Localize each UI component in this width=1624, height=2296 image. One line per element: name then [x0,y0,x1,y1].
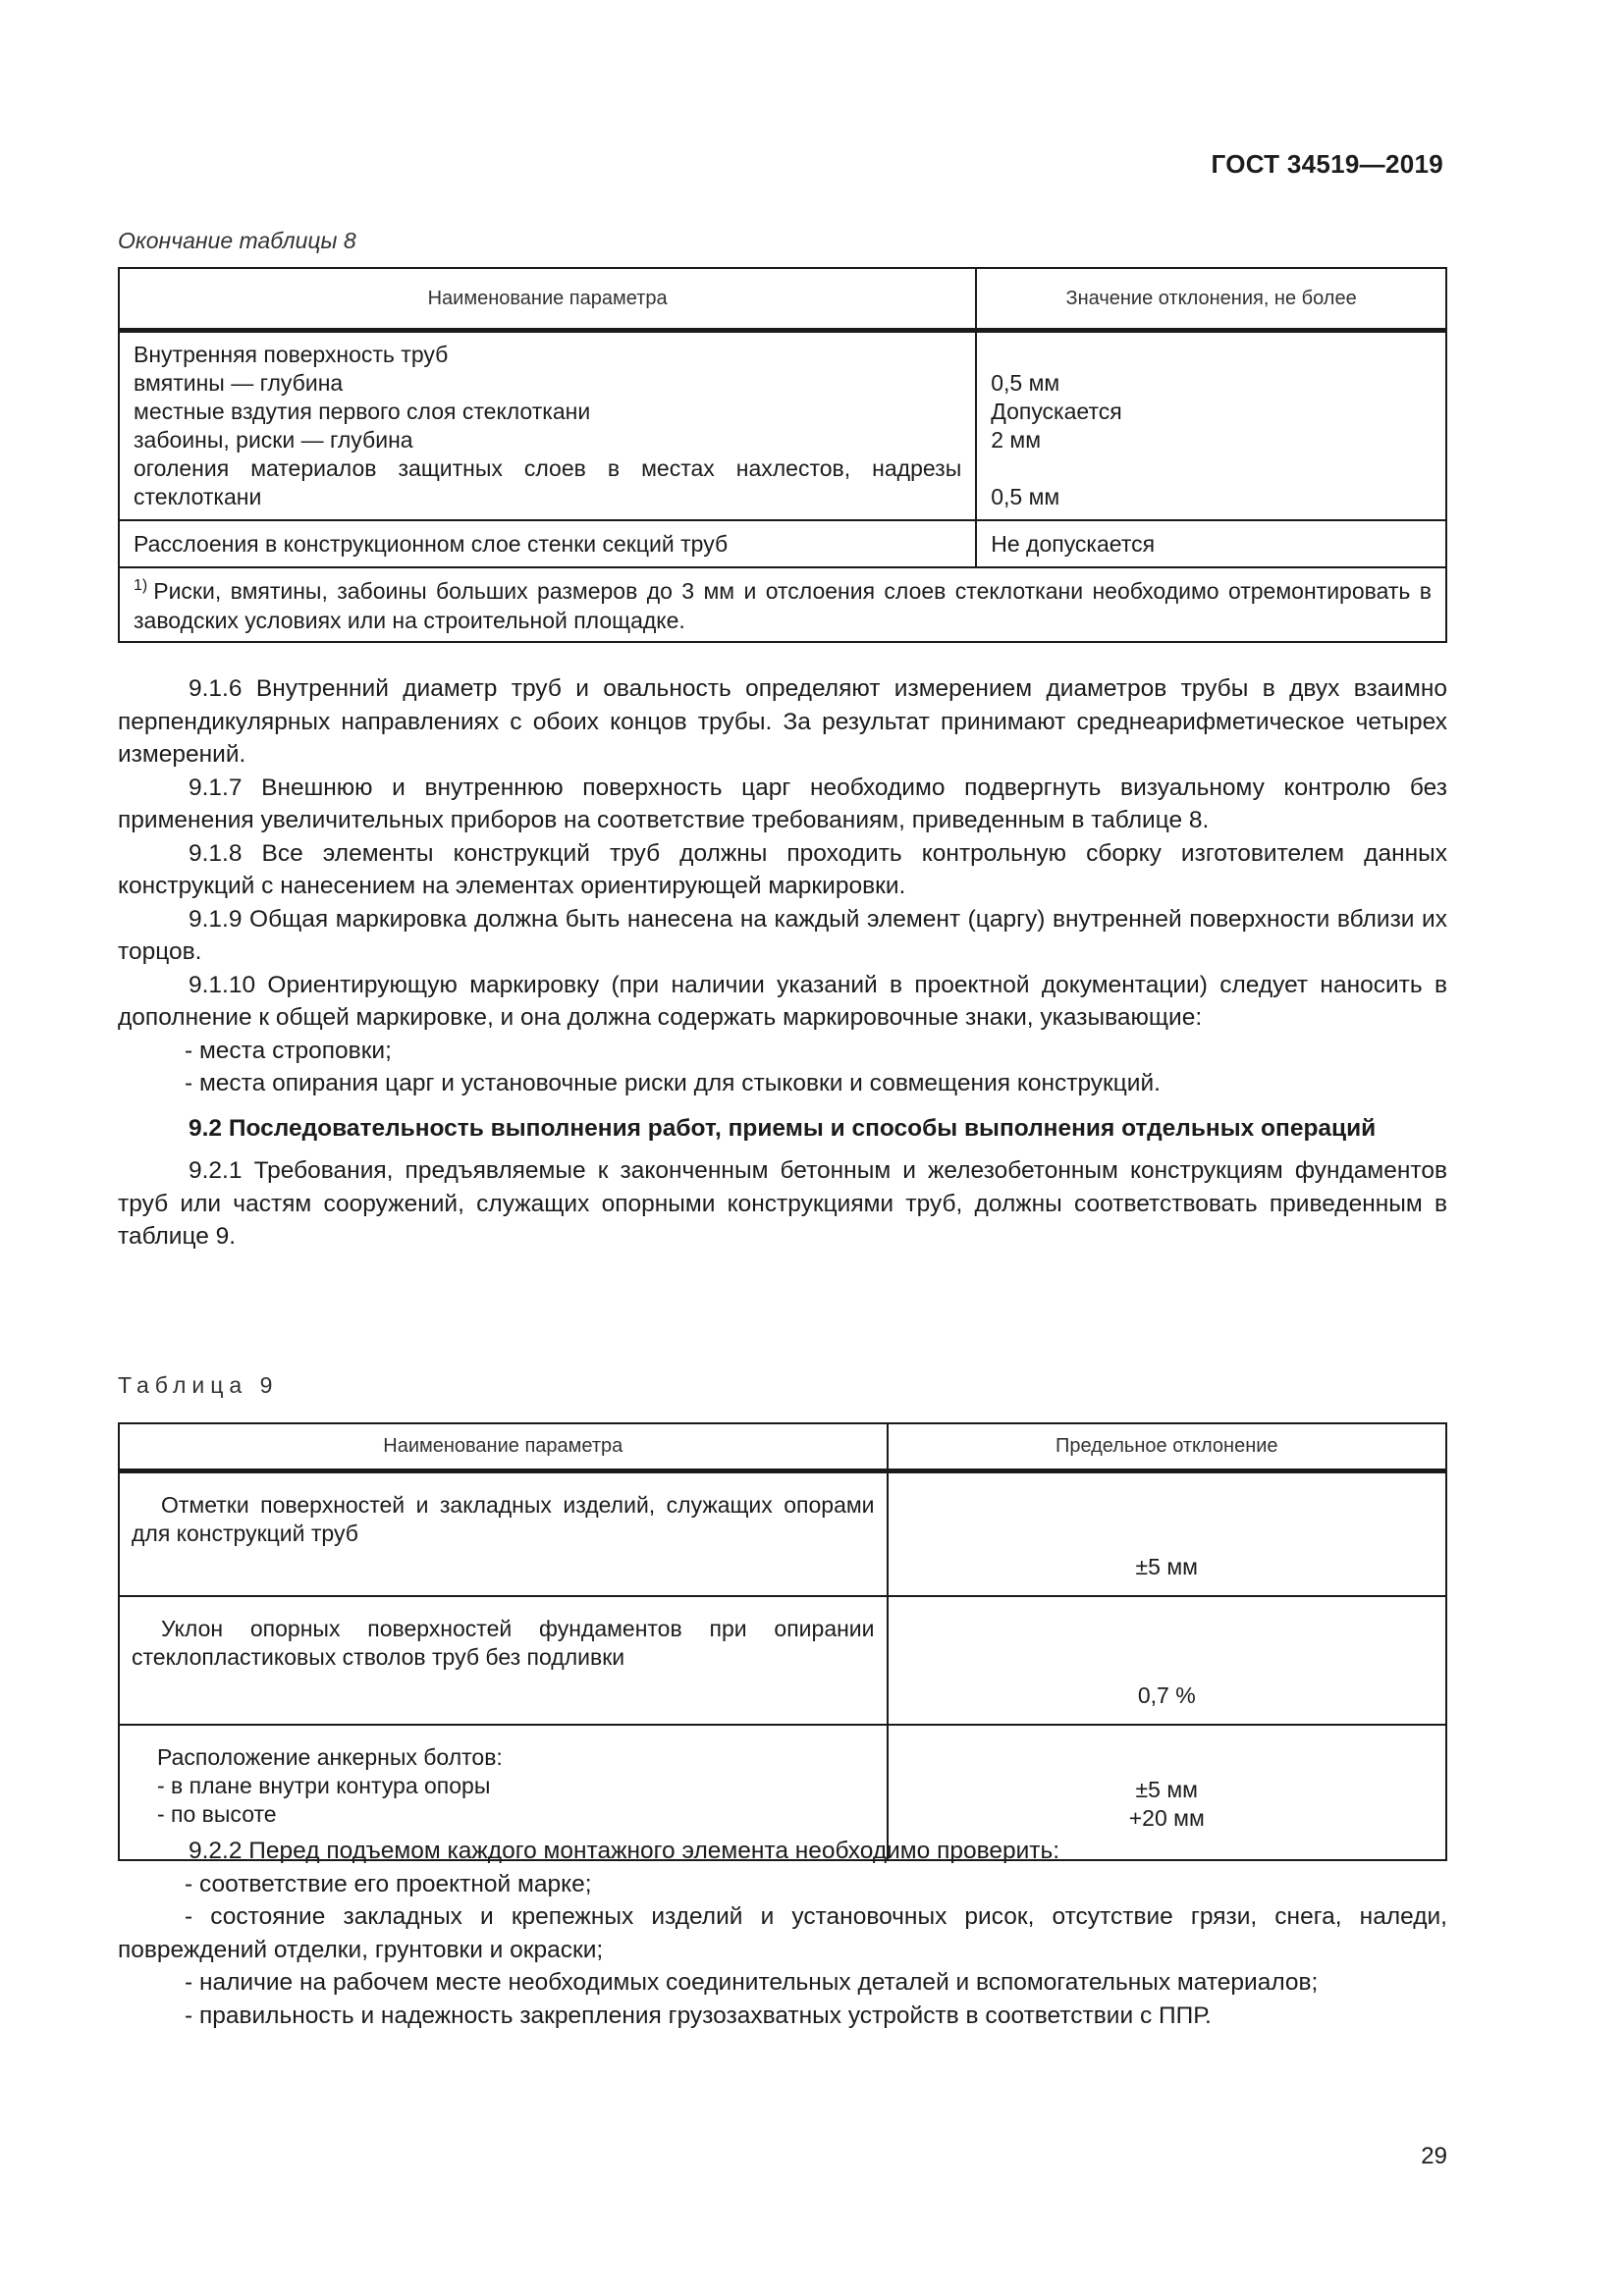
standard-code: ГОСТ 34519—2019 [1211,149,1443,179]
list-item: - места опирания царг и установочные риски для стыковки и совмещения конструкций. [185,1070,1161,1096]
table8-param-cell: Расслоения в конструкционном слое стенки секций труб [119,520,976,567]
list-item: - соответствие его проектной марке; [185,1870,592,1897]
paragraph-9-2-1: 9.2.1 Требования, предъявляемые к законченным бетонным и железобетонным конструкциям фундаментов труб или частям сооружений, служащих опорными конструкциями труб, должны соответствовать приведенным в таблице 9. [118,1157,1447,1250]
anchor-value: +20 мм [1128,1805,1205,1831]
paragraph-9-1-7: 9.1.7 Внешнюю и внутреннюю поверхность царг необходимо подвергнуть визуальному контролю без применения увеличительных приборов на соответствие требованиям, приведенным в таблице 8. [118,774,1447,833]
table9-caption: Таблица 9 [118,1372,279,1398]
paragraph-9-2-2: 9.2.2 Перед подъемом каждого монтажного элемента необходимо проверить: [189,1838,1060,1864]
param-line: Внутренняя поверхность труб [134,342,449,367]
table8-param-cell [119,331,976,521]
paragraph-9-1-10: 9.1.10 Ориентирующую маркировку (при наличии указаний в проектной документации) следует наносить в дополнение к общей маркировке, и она должна содержать маркировочные знаки, указывающие: [118,971,1447,1031]
table-row [119,1596,1446,1725]
table-row [119,520,1446,567]
table9-param-cell: Уклон опорных поверхностей фундаментов при опирании стеклопластиковых стволов труб без подливки [119,1596,888,1725]
list-item: - места строповки; [185,1037,392,1064]
anchor-item: - в плане внутри контура опоры [157,1773,491,1798]
value-line: Допускается [991,399,1122,424]
anchor-title: Расположение анкерных болтов: [157,1744,503,1770]
paragraph-9-1-9: 9.1.9 Общая маркировка должна быть нанесена на каждый элемент (царгу) внутренней поверхности вблизи их торцов. [118,905,1447,965]
table-9 [118,1422,1447,1861]
table9-param-cell: Отметки поверхностей и закладных изделий, служащих опорами для конструкций труб [119,1471,888,1597]
table8-col-value: Значение отклонения, не более [976,268,1446,331]
page-number: 29 [1421,2143,1447,2169]
table8-footnote [119,567,1446,642]
value-line: 0,5 мм [991,484,1060,509]
list-item: - правильность и надежность закрепления грузозахватных устройств в соответствии с ППР. [185,2002,1212,2029]
paragraph-9-1-8: 9.1.8 Все элементы конструкций труб должны проходить контрольную сборку изготовителем данных конструкций с нанесением на элементах ориентирующей маркировки. [118,839,1447,899]
table-row [119,1471,1446,1597]
table9-col-param: Наименование параметра [119,1423,888,1471]
table8-value-cell: Не допускается [976,520,1446,567]
table-8 [118,267,1447,643]
list-item: - состояние закладных и крепежных изделий и установочных рисок, отсутствие грязи, снега, наледи, повреждений отделки, грунтовки и окраски; [118,1903,1447,1963]
anchor-item: - по высоте [157,1801,277,1827]
table8-col-param: Наименование параметра [119,268,976,331]
paragraph-9-1-6: 9.1.6 Внутренний диаметр труб и овальность определяют измерением диаметров трубы в двух взаимно перпендикулярных направлениях с обоих концов трубы. За результат принимают среднеарифметическое четырех измерений. [118,675,1447,768]
param-line: вмятины — глубина [134,370,344,396]
table9-header-row [119,1423,1446,1471]
list-item: - наличие на рабочем месте необходимых соединительных деталей и вспомогательных материалов; [185,1969,1319,1996]
table9-col-value: Предельное отклонение [888,1423,1446,1471]
footnote-text: Риски, вмятины, забоины больших размеров до 3 мм и отслоения слоев стеклоткани необходимо отремонтировать в заводских условиях или на строительной площадке. [134,578,1432,633]
section-9-2-2-text [118,1835,1447,2032]
section-title-9-2: 9.2 Последовательность выполнения работ, приемы и способы выполнения отдельных операций [189,1114,1377,1142]
section-9-1-text [118,672,1447,1254]
anchor-value: ±5 мм [1135,1777,1198,1802]
value-line: 0,5 мм [991,370,1060,396]
table-row [119,331,1446,521]
table9-value-cell: 0,7 % [888,1596,1446,1725]
table8-footnote-row [119,567,1446,642]
param-line: забоины, риски — глубина [134,427,413,453]
table9-value-cell: ±5 мм [888,1471,1446,1597]
table8-header-row [119,268,1446,331]
table8-value-cell [976,331,1446,521]
footnote-marker: 1) [134,577,148,595]
param-line: стеклоткани [134,484,262,509]
param-line: местные вздутия первого слоя стеклоткани [134,399,591,424]
table8-caption: Окончание таблицы 8 [118,228,356,253]
param-line: оголения материалов защитных слоев в местах нахлестов, надрезы [134,455,962,481]
value-line: 2 мм [991,427,1042,453]
